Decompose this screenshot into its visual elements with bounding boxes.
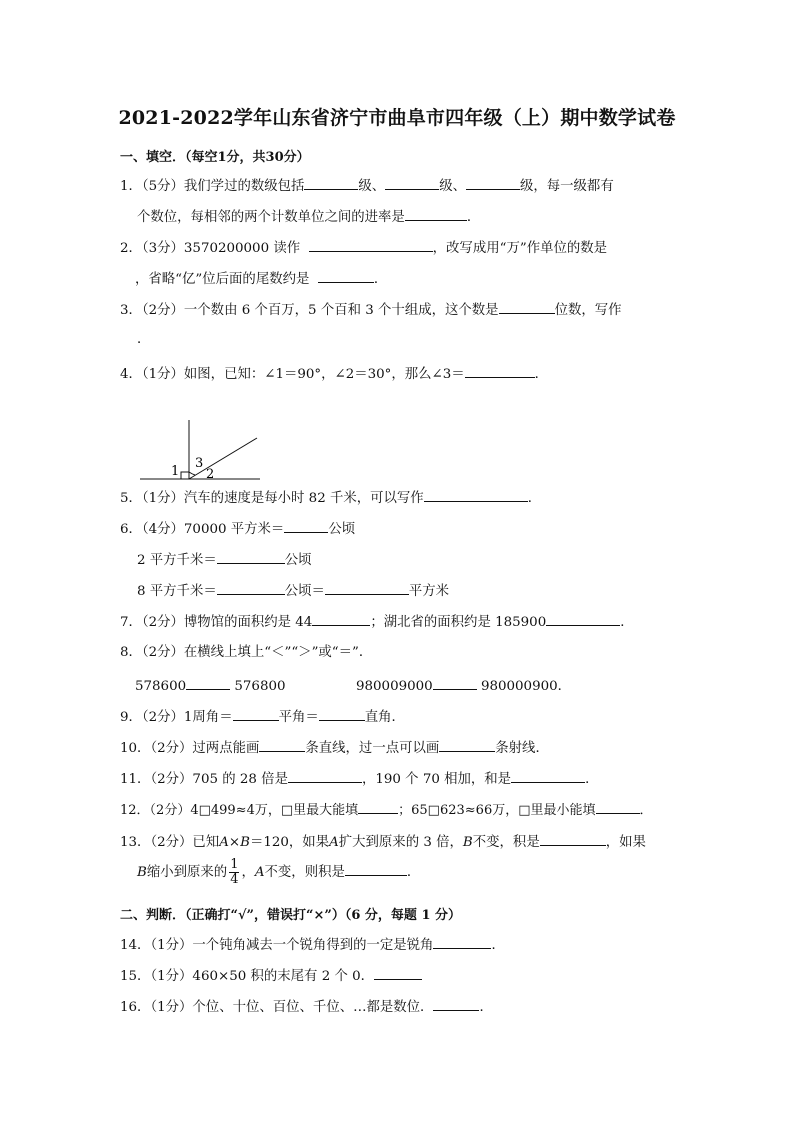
answer-blank[interactable] (233, 706, 279, 721)
answer-blank[interactable] (424, 487, 528, 502)
answer-blank[interactable] (596, 799, 640, 814)
answer-blank[interactable] (465, 363, 535, 378)
angle-label-3: 3 (195, 456, 204, 471)
question-15: 15．（1分）460×50 积的末尾有 2 个 0． (120, 965, 422, 987)
section-heading-fill-in: 一、填空．（每空1分，共30分） (120, 150, 310, 165)
question-1-line-1: 1．（5分）我们学过的数级包括 级、 级、 级，每一级都有 (120, 175, 614, 197)
question-7: 7．（2分）博物馆的面积约是 44 ；湖北省的面积约是 185900 ． (120, 611, 634, 633)
answer-blank[interactable] (318, 268, 374, 283)
answer-blank[interactable] (433, 996, 479, 1011)
answer-blank[interactable] (217, 549, 285, 564)
question-4: 4．（1分）如图，已知：∠1＝90°，∠2＝30°，那么∠3＝ ． (120, 363, 548, 385)
question-16: 16．（1分）个位、十位、百位、千位、…都是数位． ． (120, 996, 493, 1018)
angle-label-2: 2 (206, 467, 215, 482)
question-8-line-2: 578600 576800 (135, 675, 286, 697)
answer-blank[interactable] (325, 580, 409, 595)
answer-blank[interactable] (433, 675, 477, 690)
answer-blank[interactable] (439, 737, 495, 752)
fraction-one-quarter: $\frac{1}{4}$ (230, 857, 239, 887)
question-12: 12．（2分）4□499≈4万，□里最大能填 ；65□623≈66万，□里最小能填 ． (120, 799, 653, 821)
question-2-line-2: ，省略“亿”位后面的尾数约是 ． (135, 268, 387, 290)
question-6-line-2: 2 平方千米＝ 公顷 (137, 549, 312, 571)
question-11: 11．（2分）705 的 28 倍是 ，190 个 70 相加，和是 ． (120, 768, 598, 790)
answer-blank[interactable] (186, 675, 230, 690)
answer-blank[interactable] (499, 299, 555, 314)
answer-blank[interactable] (312, 611, 370, 626)
answer-blank[interactable] (385, 175, 439, 190)
question-8-line-1: 8．（2分）在横线上填上“＜”“＞”或“＝”． (120, 645, 373, 660)
answer-blank[interactable] (319, 706, 365, 721)
question-10: 10．（2分）过两点能画 条直线，过一点可以画 条射线． (120, 737, 549, 759)
question-5: 5．（1分）汽车的速度是每小时 82 千米，可以写作 ． (120, 487, 541, 509)
right-angle-mark (181, 472, 189, 479)
angle-figure (130, 412, 270, 484)
answer-blank[interactable] (217, 580, 285, 595)
question-3-line-1: 3．（2分）一个数由 6 个百万，5 个百和 3 个十组成，这个数是 位数，写作 (120, 299, 622, 321)
answer-blank[interactable] (433, 934, 491, 949)
angle-label-1: 1 (171, 464, 180, 479)
page-title: 2021-2022学年山东省济宁市曲阜市四年级（上）期中数学试卷 (118, 107, 676, 129)
section-heading-judgement: 二、判断．（正确打“√”，错误打“×”）（6 分，每题 1 分） (120, 908, 462, 923)
answer-blank[interactable] (345, 861, 407, 876)
answer-blank[interactable] (540, 831, 606, 846)
question-1-line-2: 个数位，每相邻的两个计数单位之间的进率是 ． (137, 206, 480, 228)
answer-blank[interactable] (309, 237, 433, 252)
question-3-line-2: ． (137, 332, 151, 347)
answer-blank[interactable] (511, 768, 585, 783)
angle-arc (189, 472, 195, 475)
answer-blank[interactable] (374, 965, 422, 980)
answer-blank[interactable] (288, 768, 362, 783)
question-6-line-3: 8 平方千米＝ 公顷＝ 平方米 (137, 580, 449, 602)
answer-blank[interactable] (304, 175, 358, 190)
answer-blank[interactable] (358, 799, 398, 814)
question-14: 14．（1分）一个钝角减去一个锐角得到的一定是锐角 ． (120, 934, 505, 956)
question-13-line-1: 13．（2分）已知A×B＝120，如果A扩大到原来的 3 倍，B不变，积是 ，如果 (120, 831, 646, 853)
answer-blank[interactable] (546, 611, 620, 626)
question-2-line-1: 2．（3分）3570200000 读作 ，改写成用“万”作单位的数是 (120, 237, 607, 259)
answer-blank[interactable] (405, 206, 467, 221)
answer-blank[interactable] (284, 518, 328, 533)
question-8-line-2b: 980009000 980000900． (356, 675, 571, 697)
question-9: 9．（2分）1周角＝ 平角＝ 直角． (120, 706, 405, 728)
question-6-line-1: 6．（4分）70000 平方米＝ 公顷 (120, 518, 355, 540)
answer-blank[interactable] (466, 175, 520, 190)
answer-blank[interactable] (259, 737, 305, 752)
question-13-line-2: B缩小到原来的 $\frac{1}{4}$ ，A不变，则积是 ． (137, 857, 421, 887)
